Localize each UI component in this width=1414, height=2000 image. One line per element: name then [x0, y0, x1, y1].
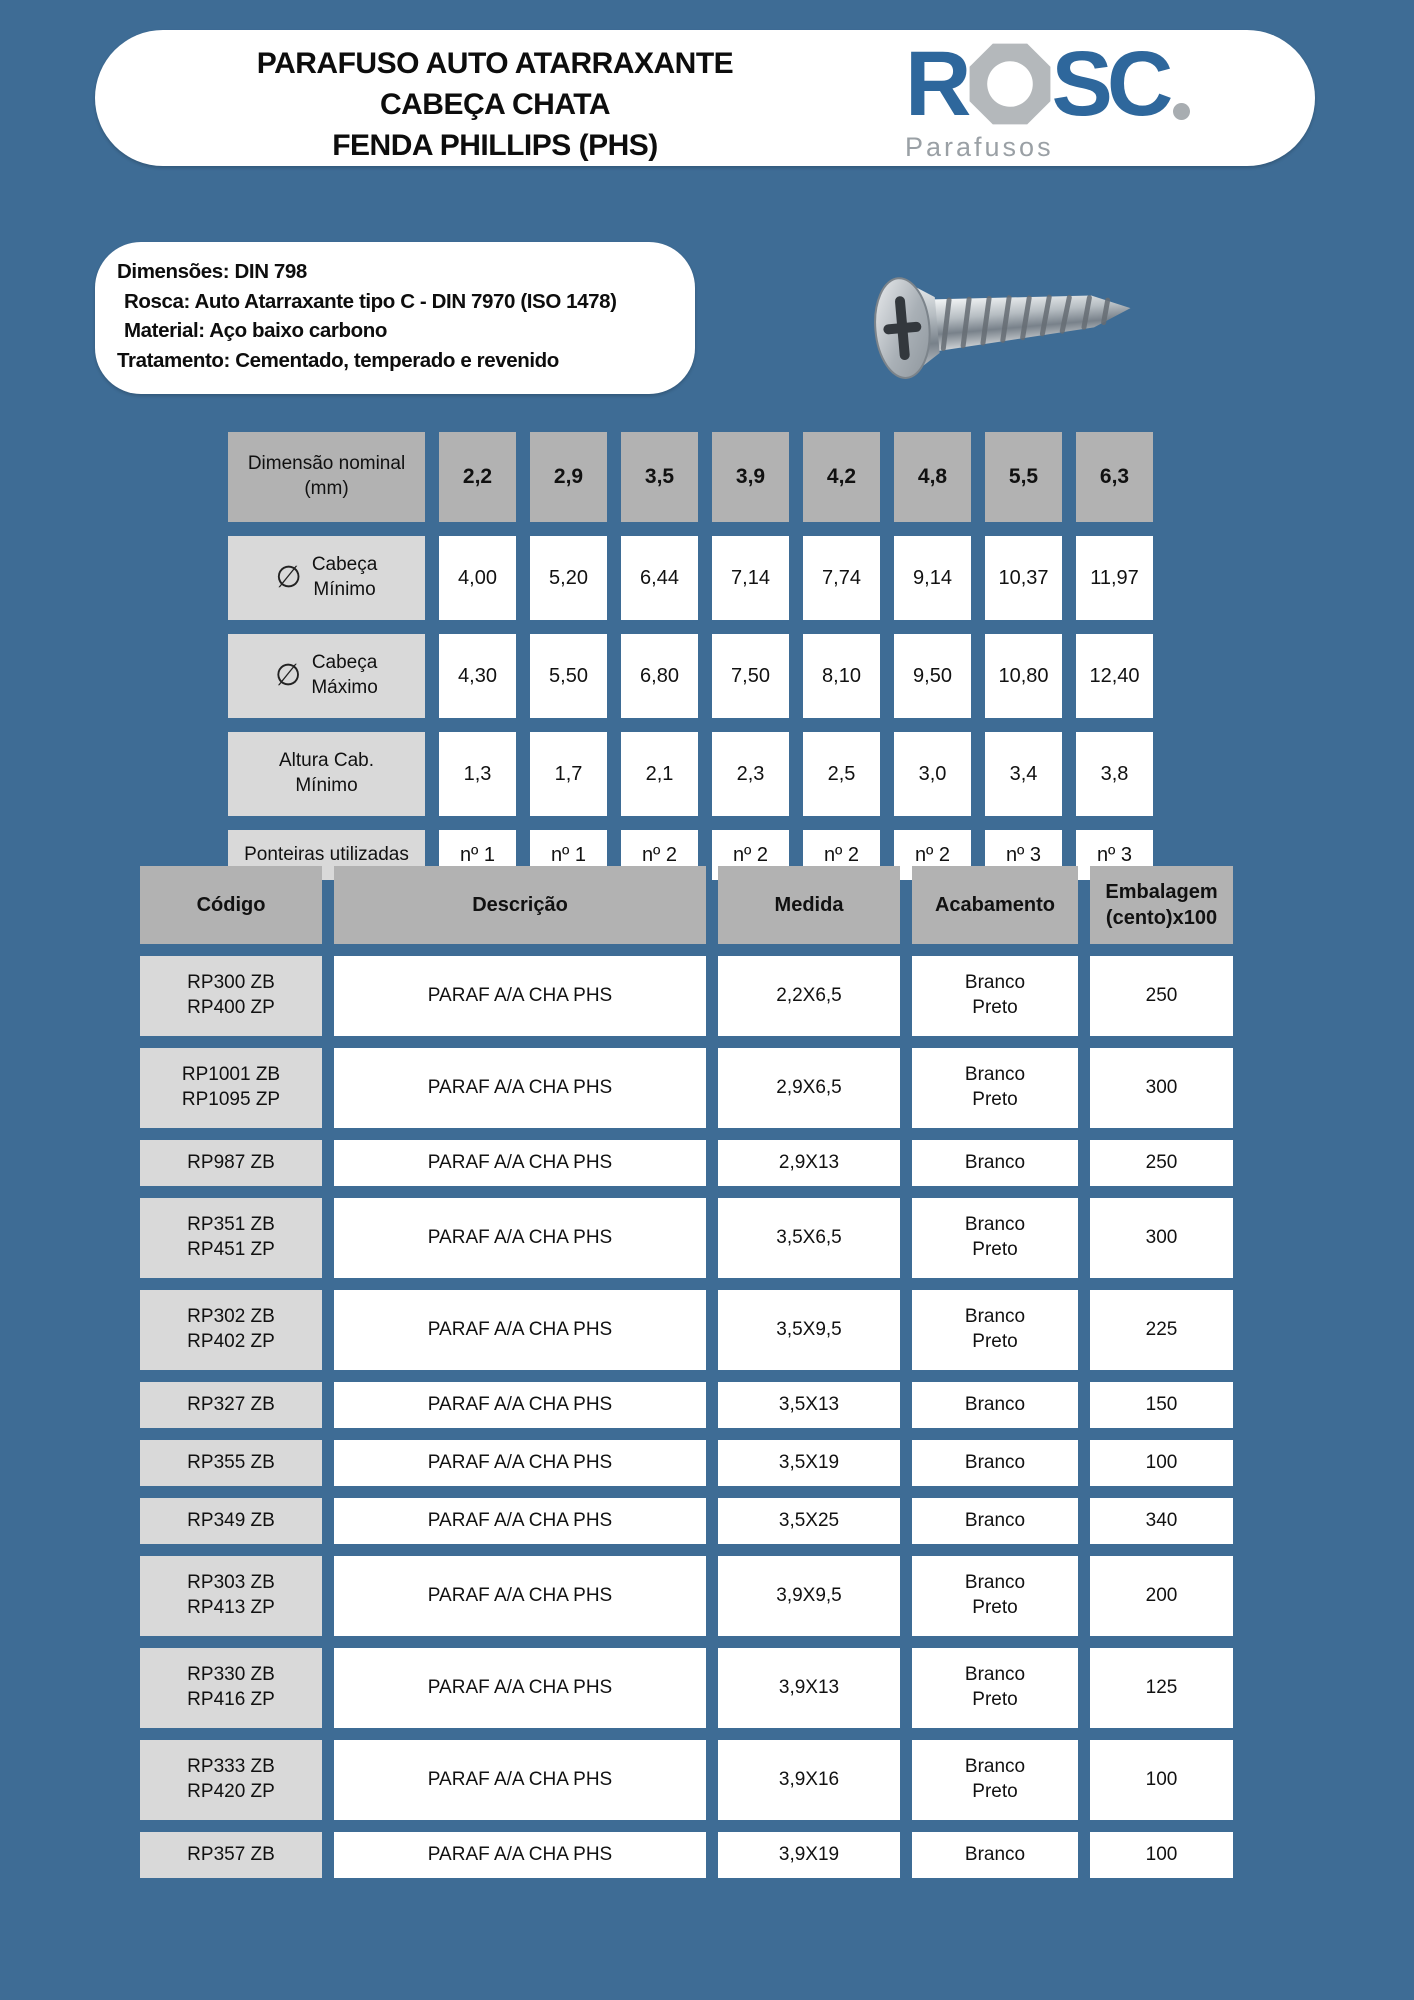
product-packaging-cell: 300: [1090, 1048, 1233, 1128]
product-packaging-cell: 250: [1090, 956, 1233, 1036]
product-code-cell: RP302 ZB RP402 ZP: [140, 1290, 322, 1370]
product-finish-cell: Branco Preto: [912, 1740, 1078, 1820]
product-finish-cell: Branco Preto: [912, 956, 1078, 1036]
product-code-cell: RP987 ZB: [140, 1140, 322, 1186]
dim-value-0-6: 10,37: [985, 536, 1062, 620]
product-packaging-cell: 100: [1090, 1740, 1233, 1820]
dim-value-3-4: nº 2: [803, 830, 880, 880]
product-size-cell: 3,9X9,5: [718, 1556, 900, 1636]
product-description-cell: PARAF A/A CHA PHS: [334, 1740, 706, 1820]
octagon-nut-icon: [967, 41, 1053, 127]
product-size-cell: 2,9X6,5: [718, 1048, 900, 1128]
product-col-header-2: Medida: [718, 866, 900, 944]
diameter-icon: ∅: [275, 659, 302, 692]
product-code-cell: RP351 ZB RP451 ZP: [140, 1198, 322, 1278]
rosc-logo-wordmark: [905, 33, 1235, 135]
product-code-cell: RP349 ZB: [140, 1498, 322, 1544]
dim-value-0-0: 4,00: [439, 536, 516, 620]
dim-value-3-7: nº 3: [1076, 830, 1153, 880]
product-code-cell: RP357 ZB: [140, 1832, 322, 1878]
rosc-logo: [905, 33, 1235, 163]
product-col-header-3: Acabamento: [912, 866, 1078, 944]
product-finish-cell: Branco Preto: [912, 1048, 1078, 1128]
product-finish-cell: Branco Preto: [912, 1290, 1078, 1370]
product-finish-cell: Branco Preto: [912, 1198, 1078, 1278]
page-title-line-2: CABEÇA CHATA: [379, 88, 611, 121]
dim-size-header-0: 2,2: [439, 432, 516, 522]
dim-value-2-5: 3,0: [894, 732, 971, 816]
dim-row-label-0: ∅ Cabeça Mínimo: [228, 536, 425, 620]
dim-size-header-1: 2,9: [530, 432, 607, 522]
product-finish-cell: Branco: [912, 1832, 1078, 1878]
screw-image: [845, 248, 1145, 393]
dim-value-2-7: 3,8: [1076, 732, 1153, 816]
product-size-cell: 3,5X25: [718, 1498, 900, 1544]
product-finish-cell: Branco: [912, 1498, 1078, 1544]
product-description-cell: PARAF A/A CHA PHS: [334, 1382, 706, 1428]
dim-value-2-4: 2,5: [803, 732, 880, 816]
logo-letters-sc: SC: [1051, 33, 1168, 135]
product-finish-cell: Branco Preto: [912, 1556, 1078, 1636]
dim-value-0-3: 7,14: [712, 536, 789, 620]
logo-letter-r: R: [905, 33, 966, 135]
product-packaging-cell: 100: [1090, 1832, 1233, 1878]
dim-value-3-1: nº 1: [530, 830, 607, 880]
dim-value-1-6: 10,80: [985, 634, 1062, 718]
product-finish-cell: Branco Preto: [912, 1648, 1078, 1728]
dim-value-0-2: 6,44: [621, 536, 698, 620]
product-finish-cell: Branco: [912, 1440, 1078, 1486]
dim-size-header-3: 3,9: [712, 432, 789, 522]
dim-value-1-1: 5,50: [530, 634, 607, 718]
product-size-cell: 3,9X13: [718, 1648, 900, 1728]
dim-row-label-3: Ponteiras utilizadas: [228, 830, 425, 880]
dim-size-header-6: 5,5: [985, 432, 1062, 522]
dim-row-label-1: ∅ Cabeça Máximo: [228, 634, 425, 718]
page-title: [215, 43, 775, 166]
dim-size-header-5: 4,8: [894, 432, 971, 522]
dim-value-3-5: nº 2: [894, 830, 971, 880]
product-size-cell: 3,9X16: [718, 1740, 900, 1820]
logo-dot: [1173, 103, 1190, 120]
product-description-cell: PARAF A/A CHA PHS: [334, 956, 706, 1036]
screw-graphic: [871, 258, 1135, 380]
product-code-cell: RP330 ZB RP416 ZP: [140, 1648, 322, 1728]
product-code-cell: RP327 ZB: [140, 1382, 322, 1428]
dim-value-2-2: 2,1: [621, 732, 698, 816]
product-code-cell: RP1001 ZB RP1095 ZP: [140, 1048, 322, 1128]
product-description-cell: PARAF A/A CHA PHS: [334, 1290, 706, 1370]
dim-value-1-0: 4,30: [439, 634, 516, 718]
dim-value-2-6: 3,4: [985, 732, 1062, 816]
dimension-table: [228, 432, 1153, 880]
dim-value-1-5: 9,50: [894, 634, 971, 718]
dim-value-3-3: nº 2: [712, 830, 789, 880]
product-description-cell: PARAF A/A CHA PHS: [334, 1140, 706, 1186]
product-packaging-cell: 150: [1090, 1382, 1233, 1428]
dim-value-2-3: 2,3: [712, 732, 789, 816]
product-finish-cell: Branco: [912, 1382, 1078, 1428]
dim-size-header-2: 3,5: [621, 432, 698, 522]
dim-value-0-7: 11,97: [1076, 536, 1153, 620]
dim-value-3-0: nº 1: [439, 830, 516, 880]
dim-header-label: Dimensão nominal (mm): [228, 432, 425, 522]
product-size-cell: 3,5X13: [718, 1382, 900, 1428]
product-packaging-cell: 125: [1090, 1648, 1233, 1728]
spec-thread: Rosca: Auto Atarraxante tipo C - DIN 7970 (ISO 1478): [124, 289, 617, 313]
dim-size-header-7: 6,3: [1076, 432, 1153, 522]
product-code-cell: RP355 ZB: [140, 1440, 322, 1486]
product-size-cell: 2,9X13: [718, 1140, 900, 1186]
dim-value-1-4: 8,10: [803, 634, 880, 718]
product-finish-cell: Branco: [912, 1140, 1078, 1186]
product-description-cell: PARAF A/A CHA PHS: [334, 1498, 706, 1544]
dim-value-2-0: 1,3: [439, 732, 516, 816]
product-description-cell: PARAF A/A CHA PHS: [334, 1832, 706, 1878]
product-table: [140, 866, 1233, 1878]
product-packaging-cell: 100: [1090, 1440, 1233, 1486]
page-title-line-3: FENDA PHILLIPS (PHS): [332, 129, 658, 162]
product-packaging-cell: 340: [1090, 1498, 1233, 1544]
product-description-cell: PARAF A/A CHA PHS: [334, 1048, 706, 1128]
dim-value-3-2: nº 2: [621, 830, 698, 880]
specs-card: [95, 242, 695, 394]
product-description-cell: PARAF A/A CHA PHS: [334, 1556, 706, 1636]
product-description-cell: PARAF A/A CHA PHS: [334, 1198, 706, 1278]
dim-value-0-1: 5,20: [530, 536, 607, 620]
product-packaging-cell: 225: [1090, 1290, 1233, 1370]
diameter-icon: ∅: [275, 561, 302, 594]
product-col-header-1: Descrição: [334, 866, 706, 944]
product-code-cell: RP333 ZB RP420 ZP: [140, 1740, 322, 1820]
spec-dimensions: Dimensões: DIN 798: [117, 260, 307, 283]
product-description-cell: PARAF A/A CHA PHS: [334, 1440, 706, 1486]
page-title-line-1: PARAFUSO AUTO ATARRAXANTE: [256, 47, 734, 80]
spec-treatment: Tratamento: Cementado, temperado e revenido: [117, 348, 559, 372]
product-size-cell: 3,5X19: [718, 1440, 900, 1486]
product-size-cell: 2,2X6,5: [718, 956, 900, 1036]
product-packaging-cell: 300: [1090, 1198, 1233, 1278]
dim-size-header-4: 4,2: [803, 432, 880, 522]
dim-value-0-4: 7,74: [803, 536, 880, 620]
dim-row-label-2: Altura Cab. Mínimo: [228, 732, 425, 816]
dim-value-3-6: nº 3: [985, 830, 1062, 880]
product-description-cell: PARAF A/A CHA PHS: [334, 1648, 706, 1728]
dim-value-1-3: 7,50: [712, 634, 789, 718]
product-code-cell: RP303 ZB RP413 ZP: [140, 1556, 322, 1636]
dim-value-2-1: 1,7: [530, 732, 607, 816]
product-size-cell: 3,5X9,5: [718, 1290, 900, 1370]
dim-value-1-7: 12,40: [1076, 634, 1153, 718]
logo-subtitle: Parafusos: [905, 132, 1054, 162]
product-code-cell: RP300 ZB RP400 ZP: [140, 956, 322, 1036]
dim-value-1-2: 6,80: [621, 634, 698, 718]
dim-value-0-5: 9,14: [894, 536, 971, 620]
spec-material: Material: Aço baixo carbono: [124, 319, 387, 342]
header-card: [95, 30, 1315, 166]
product-size-cell: 3,9X19: [718, 1832, 900, 1878]
product-packaging-cell: 200: [1090, 1556, 1233, 1636]
product-packaging-cell: 250: [1090, 1140, 1233, 1186]
product-col-header-0: Código: [140, 866, 322, 944]
product-size-cell: 3,5X6,5: [718, 1198, 900, 1278]
product-col-header-4: Embalagem (cento)x100: [1090, 866, 1233, 944]
